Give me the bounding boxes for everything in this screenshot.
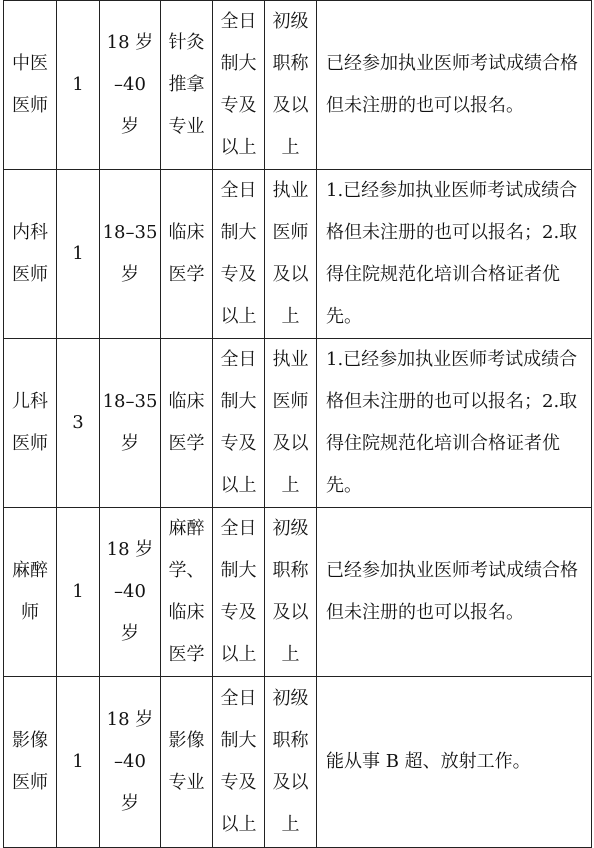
education-cell: 全日 制大 专及 以上 [213, 339, 265, 508]
major-cell: 临床 医学 [161, 170, 213, 339]
age-cell: 18 岁 –40 岁 [100, 508, 161, 677]
position-cell: 儿科 医师 [4, 339, 57, 508]
major-cell: 针灸 推拿 专业 [161, 1, 213, 170]
education-cell: 全日 制大 专及 以上 [213, 1, 265, 170]
major-cell: 临床 医学 [161, 339, 213, 508]
position-cell: 麻醉 师 [4, 508, 57, 677]
note-cell: 1.已经参加执业医师考试成绩合格但未注册的也可以报名；2.取得住院规范化培训合格证者优先。 [317, 339, 592, 508]
major-cell: 麻醉 学、 临床 医学 [161, 508, 213, 677]
title-cell: 执业 医师 及以 上 [265, 339, 317, 508]
table-row [4, 1, 592, 170]
table-row [4, 677, 592, 848]
position-cell: 影像 医师 [4, 677, 57, 848]
major-cell: 影像 专业 [161, 677, 213, 848]
count-cell: 1 [57, 170, 100, 339]
table-row [4, 170, 592, 339]
title-cell: 初级 职称 及以 上 [265, 508, 317, 677]
education-cell: 全日 制大 专及 以上 [213, 677, 265, 848]
table-row [4, 508, 592, 677]
age-cell: 18–35 岁 [100, 170, 161, 339]
note-cell: 1.已经参加执业医师考试成绩合格但未注册的也可以报名；2.取得住院规范化培训合格证者优先。 [317, 170, 592, 339]
count-cell: 1 [57, 677, 100, 848]
count-cell: 3 [57, 339, 100, 508]
age-cell: 18 岁 –40 岁 [100, 1, 161, 170]
note-cell: 能从事 B 超、放射工作。 [317, 677, 592, 848]
count-cell: 1 [57, 508, 100, 677]
note-cell: 已经参加执业医师考试成绩合格但未注册的也可以报名。 [317, 1, 592, 170]
title-cell: 初级 职称 及以 上 [265, 1, 317, 170]
recruitment-table [3, 0, 592, 848]
position-cell: 内科 医师 [4, 170, 57, 339]
title-cell: 执业 医师 及以 上 [265, 170, 317, 339]
age-cell: 18–35 岁 [100, 339, 161, 508]
education-cell: 全日 制大 专及 以上 [213, 508, 265, 677]
education-cell: 全日 制大 专及 以上 [213, 170, 265, 339]
note-cell: 已经参加执业医师考试成绩合格但未注册的也可以报名。 [317, 508, 592, 677]
age-cell: 18 岁 –40 岁 [100, 677, 161, 848]
table-row [4, 339, 592, 508]
title-cell: 初级 职称 及以 上 [265, 677, 317, 848]
position-cell: 中医 医师 [4, 1, 57, 170]
count-cell: 1 [57, 1, 100, 170]
